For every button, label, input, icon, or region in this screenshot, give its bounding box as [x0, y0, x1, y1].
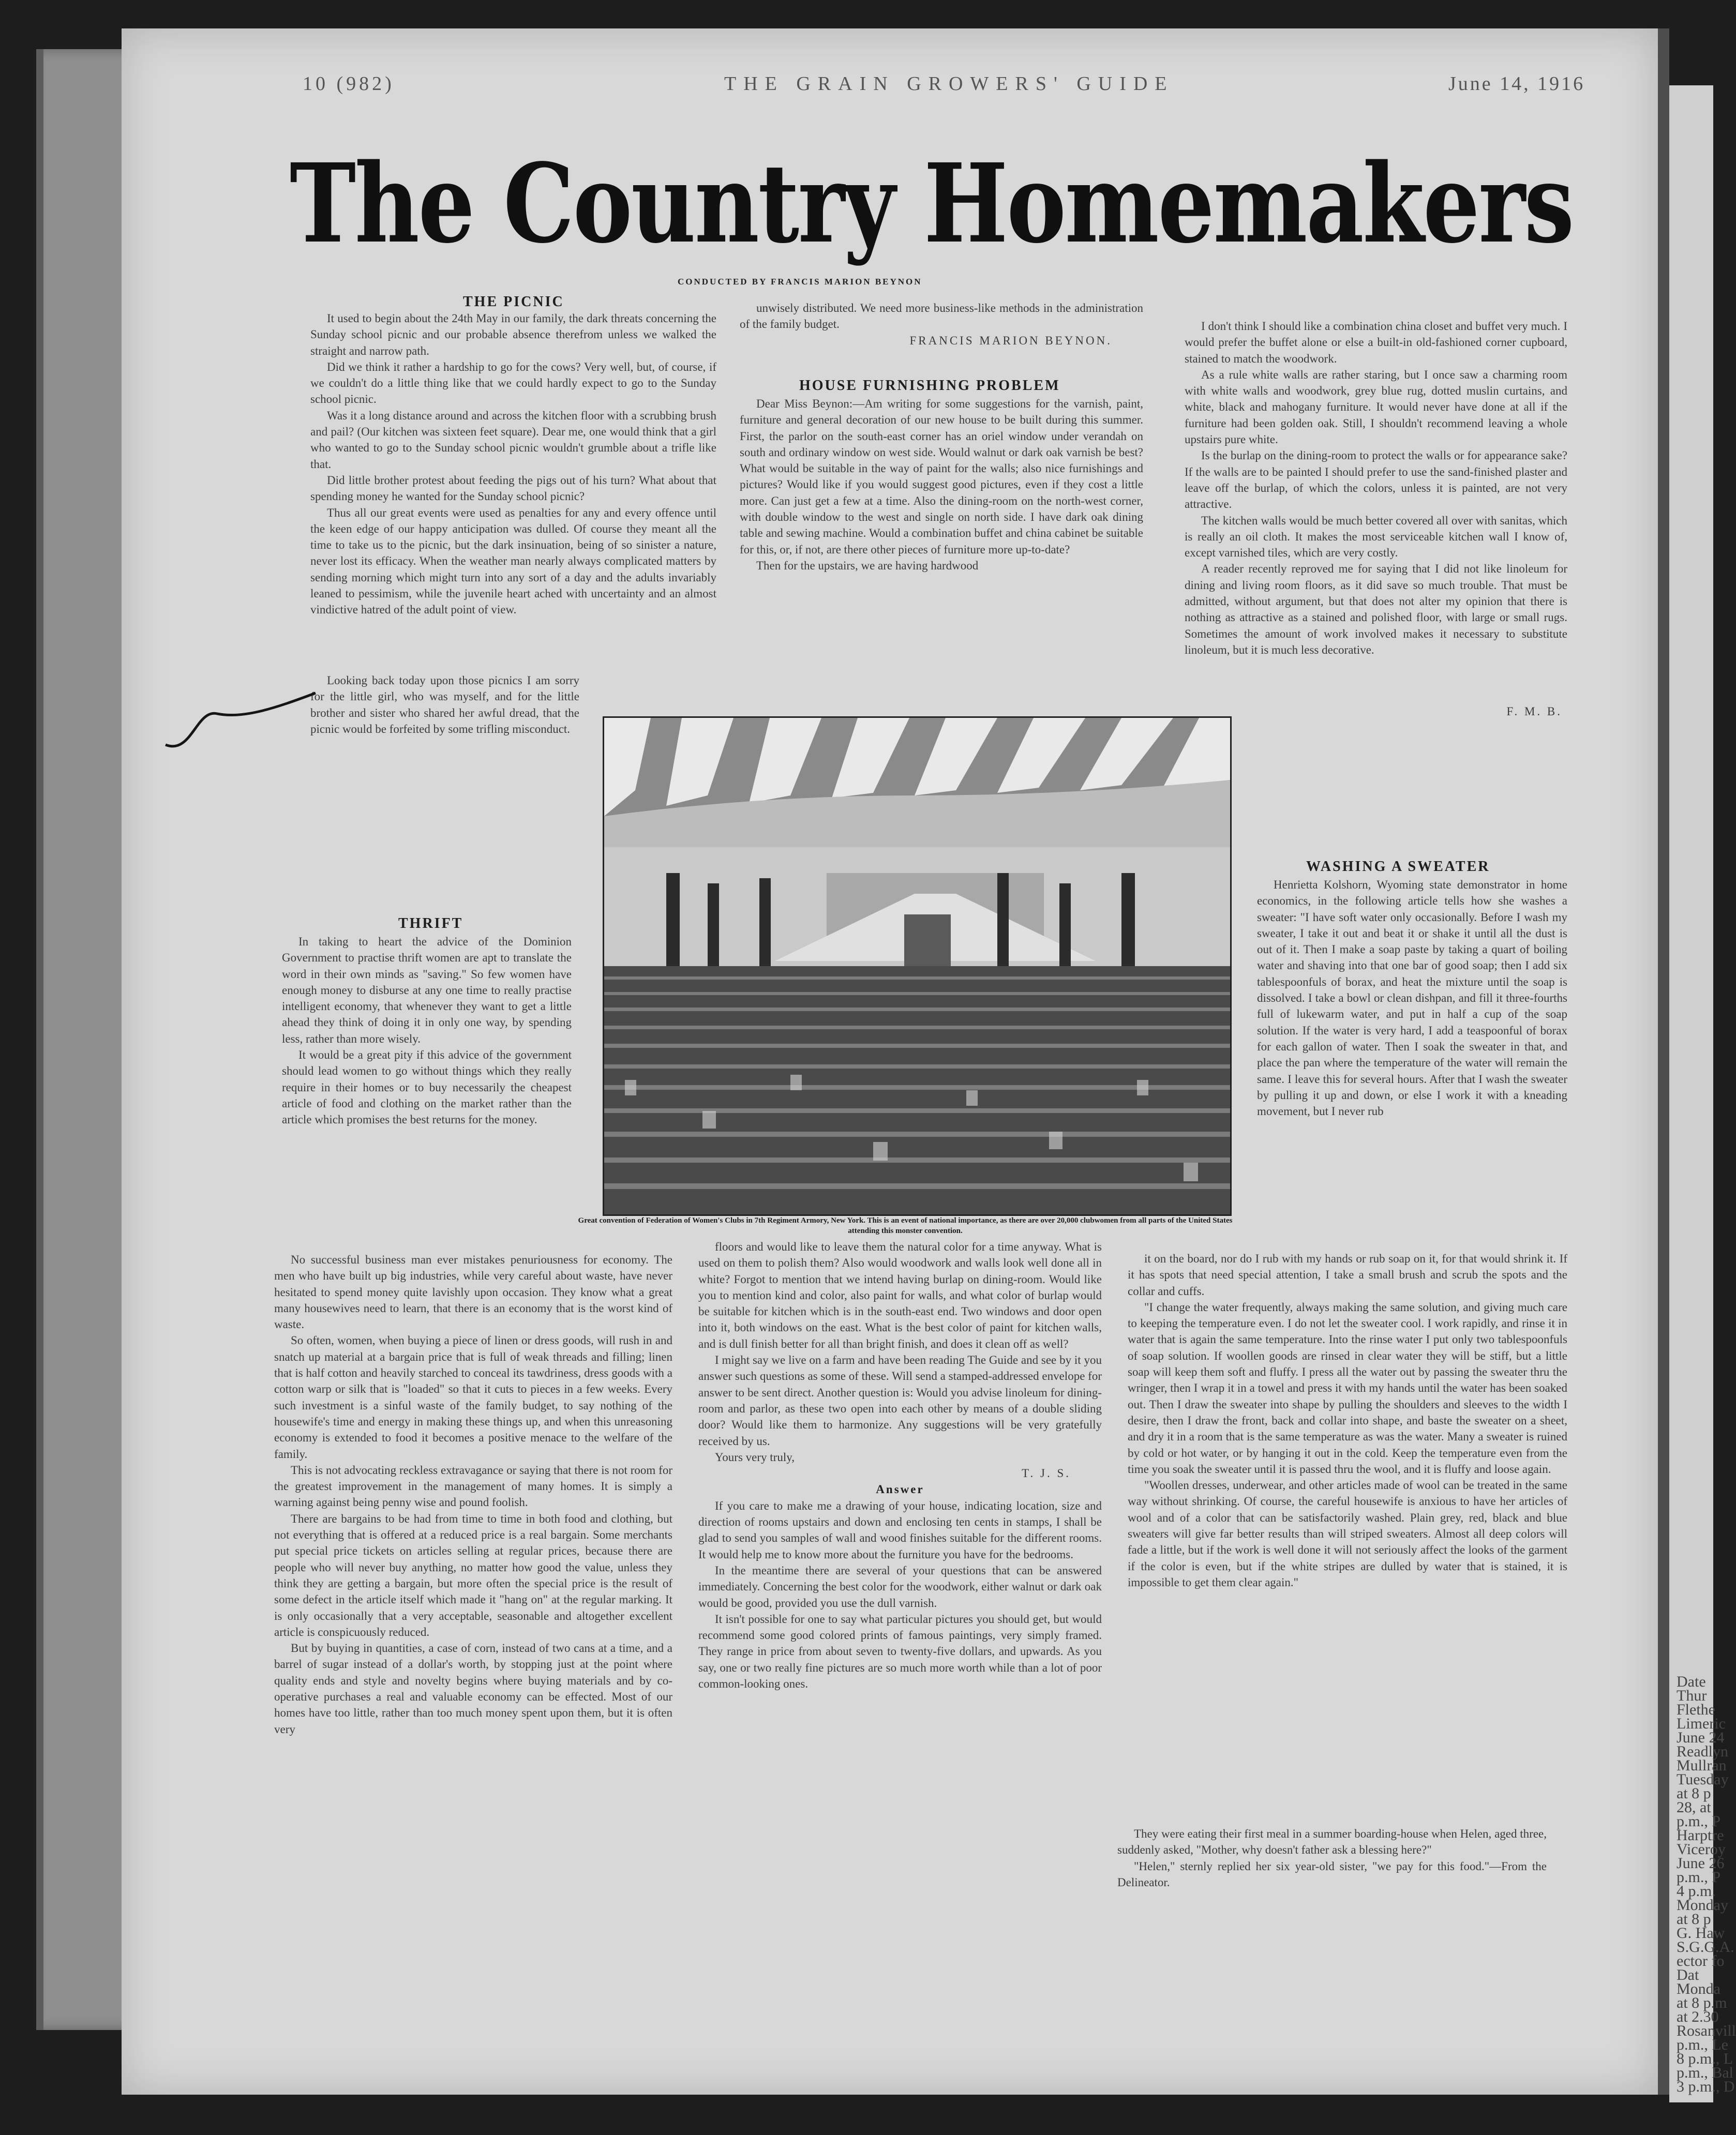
answer-signature: F. M. B.: [1506, 705, 1562, 718]
next-page-fragment: at 8 p.m: [1677, 1994, 1727, 2011]
next-page-fragment: 3 p.m., D: [1677, 2078, 1735, 2095]
next-page-fragment: Mullran: [1677, 1757, 1727, 1774]
letter-paragraph: I might say we live on a farm and have been reading The Guide and see by it you answer such questions as some of these. Will send a stamped-addressed envelope for answer to be sent direct. Another question is: Would you advise linoleum for dining-room and parlor, as these two open into each other by means of a double sliding door? Would like them to harmonize. Any suggestions will be very gratefully received by us.: [698, 1354, 1102, 1448]
thrift-paragraph: There are bargains to be had from time to time in both food and clothing, but not everything that is offered at a reduced price is a real bargain. Some merchants put special price tickets on articles selling at regular prices, because there are people who will never buy anything, no matter how good the value, unless they think they are getting a bargain, but more often the special price is the result of some defect in the article itself which made it "hang on" at the regular marking. It is only occasionally that a very acceptable, seasonable and altogether excellent article is conspicuously reduced.: [274, 1512, 672, 1638]
next-page-fragment: Viceroy: [1677, 1841, 1726, 1858]
next-page-fragment: 8 p.m., L: [1677, 2050, 1733, 2067]
next-page-fragment: p.m., P: [1677, 1869, 1721, 1886]
budget-article-continued: [740, 300, 1143, 357]
page-number: 10 (982): [303, 73, 395, 95]
next-page-fragment: S.G.G.A.: [1677, 1938, 1734, 1956]
picnic-heading: THE PICNIC: [463, 294, 564, 310]
publication-name: THE GRAIN GROWERS' GUIDE: [724, 73, 1174, 95]
letter-paragraph: Then for the upstairs, we are having hardwood: [756, 559, 979, 572]
thrift-paragraph: It would be a great pity if this advice of the government should lead women to go without things which they really require in their homes or to buy necessarily the cheapest article of food and clothing on the market rather than the article which promises the best returns for the money.: [282, 1048, 572, 1126]
next-page-fragment: p.m., P: [1677, 1813, 1721, 1830]
next-page-fragment: June 24: [1677, 1729, 1725, 1746]
next-page-fragment: at 2.30: [1677, 2008, 1719, 2025]
sweater-paragraph: "Woollen dresses, underwear, and other articles made of wool can be treated in the same way without shrinking. Of course, the careful housewife is anxious to have her articles of wool and of a color that can be satisfactorily washed. Plain grey, red, black and blue sweaters will give far better results than will striped sweaters. Almost all deep colors will fade a little, but if the work is well done it will not seriously affect the looks of the garment if the color is even, but if the white stripes are dulled by water that is stained, it is impossible to get them clear again.": [1128, 1479, 1567, 1589]
picnic-paragraph: Was it a long distance around and across the kitchen floor with a scrubbing brush and pail? (Our kitchen was sixteen feet square). Dear me, one would think that a girl who wanted to go to the Sunday school picnic wouldn't grumble about a trifle like that.: [310, 409, 716, 471]
binding-gutter: [1658, 28, 1669, 2095]
anecdote-paragraph: They were eating their first meal in a summer boarding-house when Helen, aged three, suddenly asked, "Mother, why doesn't father ask a blessing here?": [1117, 1827, 1547, 1857]
next-page-fragment: Thur: [1677, 1687, 1707, 1704]
anecdote: [1117, 1826, 1547, 1929]
next-page-fragment: 4 p.m.: [1677, 1883, 1716, 1900]
next-page-fragment: Date: [1677, 1673, 1706, 1690]
house-furnishing-heading: HOUSE FURNISHING PROBLEM: [799, 378, 1060, 394]
letter-paragraph: Dear Miss Beynon:—Am writing for some suggestions for the varnish, paint, furniture and general decoration of our new house to be built during this summer. First, the parlor on the south-east corner has an oriel window under verandah on south and ordinary window on west side. Would walnut or dark oak varnish be best? What would be suitable in the way of paint for the walls; also nice furnishings and pictures? Would like if you would suggest good pictures, even if they cost a little more. Can just get a few at a time. Also the dining-room on the north-west corner, with double window to the west and single on north side. I have dark oak dining table and sewing machine. Would a combination buffet and china cabinet be suitable for this, or, if not, are there other pieces of furniture more up-to-date?: [740, 397, 1143, 556]
answer-paragraph: In the meantime there are several of your questions that can be answered immediately. Concerning the best color for the woodwork, either walnut or dark oak would be good, provided you use the dull varnish.: [698, 1563, 1102, 1610]
next-page-fragment: Dat: [1677, 1966, 1699, 1983]
picnic-paragraph: It used to begin about the 24th May in our family, the dark threats concerning the Sunday school picnic and our probable absence therefrom unless we walked the straight and narrow path.: [310, 312, 716, 357]
next-page-fragment: at 8 p: [1677, 1911, 1711, 1928]
answer-paragraph: As a rule white walls are rather staring, but I once saw a charming room with white walls and woodwork, grey blue rug, dotted muslin curtains, and white, black and mahogany furniture. It would never have done at all if the furniture had been golden oak. Still, I shouldn't recommend leaving a whole upstairs pure white.: [1185, 368, 1567, 446]
next-page-fragment: at 8 p: [1677, 1785, 1711, 1802]
sweater-article-bottom: [1128, 1251, 1567, 1799]
sweater-paragraph: Henrietta Kolshorn, Wyoming state demonstrator in home economics, in the following article tells how she washes a sweater: "I have soft water only occasionally. Before I wash my sweater, I take it out and beat it or shake it until all the dust is out of it. Then I make a soap paste by taking a quart of boiling water and shaving into that one bar of good soap; then I add six tablespoonfuls of borax, and heat the mixture until the soap is dissolved. I take a bowl or clean dishpan, and fill it three-fourths full of lukewarm water, and put in half a cup of the soap solution. If the water is very hard, I add a teaspoonful of borax for each gallon of water. Then I soak the sweater in that, and place the pan where the temperature of the water will remain the same. I leave this for several hours. After that I wash the sweater by pulling it up and down, or else I work it with a kneading movement, but I never rub: [1257, 878, 1567, 1118]
next-page-strip: [1669, 85, 1736, 2102]
sweater-article-top: [1257, 877, 1567, 1244]
sweater-paragraph: "I change the water frequently, always making the same solution, and giving much care to keeping the temperature even. I do not let the sweater cool. I work rapidly, and rinse it in water that is again the same temperature. Into the rinse water I put only two tablespoonfuls of soap solution. If woollen goods are rinsed in clear water they will be stiff, but a little soap will keep them soft and fluffy. I press all the water out by passing the sweater thru the wringer, then I wrap it in a towel and press it with my hands until the water has been soaked out. Then I draw the sweater into shape by pulling the shoulders and sleeves to the width I desire, then I draw the front, back and collar into shape, and baste the sweater on a sheet, and dry it in a room that is the same temperature as was the water. Many a sweater is ruined by cold or hot water, or by hanging it out in the cold. Keep the temperature even from the time you soak the sweater until it is passed thru the wool, and it is fluffy and loose again.: [1128, 1300, 1567, 1476]
thrift-paragraph: No successful business man ever mistakes penuriousness for economy. The men who have built up big industries, while very careful about waste, have never hesitated to spend money quite lavishly upon occasion. They know what a great many housewives need to learn, that there is an economy that is the worst kind of waste.: [274, 1253, 672, 1331]
next-page-fragment: ector fo: [1677, 1952, 1725, 1969]
next-page-fragment: Readlyn: [1677, 1743, 1728, 1760]
answer-paragraph: I don't think I should like a combination china closet and buffet very much. I would prefer the buffet alone or else a built-in old-fashioned corner cupboard, stained to match the woodwork.: [1185, 320, 1567, 365]
letter-continued: [698, 1239, 1102, 2046]
conducted-by-line: CONDUCTED BY FRANCIS MARION BEYNON: [678, 277, 922, 287]
section-title: The Country Homemakers: [290, 140, 1573, 267]
picnic-paragraph: Did little brother protest about feeding the pigs out of his turn? What about that spending money he wanted for the Sunday school picnic?: [310, 473, 716, 503]
letter-paragraph: Yours very truly,: [715, 1450, 795, 1464]
thrift-paragraph: But by buying in quantities, a case of corn, instead of two cans at a time, and a barrel of sugar instead of a dollar's worth, by stopping just at the point where quality ends and style and novelty begins where buying materials and by co-operative purchases a real and valuable economy can be effected. Most of our homes have too little, rather than too much money spent upon them, but it is often very: [274, 1642, 672, 1736]
thrift-article-top: [282, 934, 572, 1234]
picnic-article-bottom: [310, 672, 579, 890]
answer-paragraph: A reader recently reproved me for saying that I did not like linoleum for dining and living room floors, as it did save so much trouble. That must be admitted, without argument, but that does not alter my opinion that there is nothing as attractive as a stained and polished floor, with large or small rugs. Sometimes the amount of work involved makes it necessary to substitute linoleum, but it is much less decorative.: [1185, 562, 1567, 656]
next-page-fragment: June 26: [1677, 1855, 1725, 1872]
next-page-fragment: Tuesday: [1677, 1771, 1729, 1788]
answer-paragraph: If you care to make me a drawing of your house, indicating location, size and direction of rooms upstairs and down and enclosing ten cents in stamps, I shall be glad to send you samples of wall and wood finishes suitable for the different rooms. It would help me to know more about the furniture you have for the bedrooms.: [698, 1499, 1102, 1561]
picnic-paragraph: Looking back today upon those picnics I am sorry for the little girl, who was myself, and for the little brother and sister who shared her awful dread, that the picnic would be forfeited by some trifling misconduct.: [310, 674, 579, 735]
answer-paragraph: Is the burlap on the dining-room to protect the walls or for appearance sake? If the walls are to be painted I should prefer to use the sand-finished plaster and leave off the burlap, of which the colors, unless it is painted, are not very attractive.: [1185, 449, 1567, 511]
letter-paragraph: floors and would like to leave them the natural color for a time anyway. What is used on them to polish them? Also would woodwork and walls look well done all in white? Forgot to mention that we intend having burlap on dining-room. Would like you to mention kind and color, also paint for walls, and what color of burlap would be suitable for kitchen which is in the south-east end. Two windows and door open into it, both windows on the east. What is the best color of paint for kitchen walls, and is dull finish better for all than bright finish, and does it clean off as well?: [698, 1240, 1102, 1350]
next-page-fragment: 28, at: [1677, 1799, 1711, 1816]
pencil-mark: [160, 678, 331, 760]
sweater-heading: WASHING A SWEATER: [1306, 859, 1490, 875]
next-page-fragment: Limeric: [1677, 1715, 1726, 1732]
answer-paragraph: The kitchen walls would be much better covered all over with sanitas, which is really an oil cloth. It makes the most serviceable kitchen wall I know of, except varnished tiles, which are very costly.: [1185, 514, 1567, 560]
next-page-fragment: p.m., Le: [1677, 2036, 1728, 2053]
next-page-fragment: G. Haw: [1677, 1924, 1725, 1942]
next-page-fragment: Flethe: [1677, 1701, 1715, 1718]
house-furnishing-letter: [740, 396, 1143, 690]
issue-date: June 14, 1916: [1448, 73, 1585, 95]
picnic-article-top: [310, 310, 716, 672]
budget-signature: FRANCIS MARION BEYNON.: [909, 334, 1112, 347]
anecdote-paragraph: "Helen," sternly replied her six year-old sister, "we pay for this food."—From the Delineator.: [1117, 1859, 1547, 1889]
next-page-fragment: Monda: [1677, 1980, 1720, 1997]
next-page-fragment: Harptre: [1677, 1827, 1724, 1844]
thrift-heading: THRIFT: [398, 915, 463, 931]
next-page-fragment: Monday: [1677, 1897, 1728, 1914]
thrift-paragraph: In taking to heart the advice of the Dominion Government to practise thrift women are apt to translate the word in their own minds as "saving." So few women have enough money to disburse at any one time to really practise intelligent economy, that whenever they want to get a little ahead they think of doing it in only one way, by spending less, rather than more wisely.: [282, 935, 572, 1045]
thrift-article-bottom: [274, 1252, 672, 2043]
answer-continued-top: [1185, 318, 1567, 701]
letter-signature: T. J. S.: [1022, 1467, 1071, 1480]
convention-photograph: [603, 716, 1232, 1216]
budget-paragraph: unwisely distributed. We need more business-like methods in the administration of the family budget.: [740, 302, 1143, 331]
answer-continued-bottom: [1265, 703, 1567, 828]
next-page-fragment: Rosanvill: [1677, 2022, 1736, 2039]
answer-heading: Answer: [876, 1483, 924, 1496]
sweater-paragraph: it on the board, nor do I rub with my hands or rub soap on it, for that would shrink it. If it has spots that need special attention, I take a small brush and scrub the spots and the collar and cuffs.: [1128, 1252, 1567, 1298]
thrift-paragraph: So often, women, when buying a piece of linen or dress goods, will rush in and snatch up material at a bargain price that is full of weak threads and filling; linen that is half cotton and heavily starched to conceal its tawdriness, dress goods with a cotton warp or silk that is "loaded" so that it cuts to pieces in a few weeks. Every such investment is a sinful waste of the family budget, to say nothing of the housewife's time and energy in making these things up, and when this unreasoning economy is extended to food it becomes a positive menace to the welfare of the family.: [274, 1334, 672, 1461]
photo-caption: Great convention of Federation of Women's Clubs in 7th Regiment Armory, New York. This is an event of national importance, as there are over 20,000 clubwomen from all parts of the United States attending this monster convention.: [578, 1216, 1233, 1235]
thrift-paragraph: This is not advocating reckless extravagance or saying that there is not room for the greatest improvement in the management of many homes. It is simply a warning against being penny wise and pound foolish.: [274, 1463, 672, 1509]
answer-paragraph: It isn't possible for one to say what particular pictures you should get, but would recommend some good colored prints of famous paintings, very simply framed. They range in price from about seven to twenty-five dollars, and upwards. As you say, one or two really fine pictures are so much more worth while than a lot of poor common-looking ones.: [698, 1612, 1102, 1691]
next-page-fragment: p.m., Bal: [1677, 2064, 1733, 2081]
picnic-paragraph: Thus all our great events were used as penalties for any and every offence until the keen edge of our happy anticipation was dulled. Of course they meant all the time to take us to the picnic, but the dark insinuation, being of so sinister a nature, never lost its efficacy. When the weather man nearly always complicated matters by sending morning which might turn into any sort of a day and the adults invariably leaned to pessimism, while the juvenile heart ached with uncertainty and an almost vindictive hatred of the adult point of view.: [310, 506, 716, 617]
picnic-paragraph: Did we think it rather a hardship to go for the cows? Very well, but, of course, if we couldn't do a little thing like that we could hardly expect to go to the Sunday school picnic.: [310, 360, 716, 406]
